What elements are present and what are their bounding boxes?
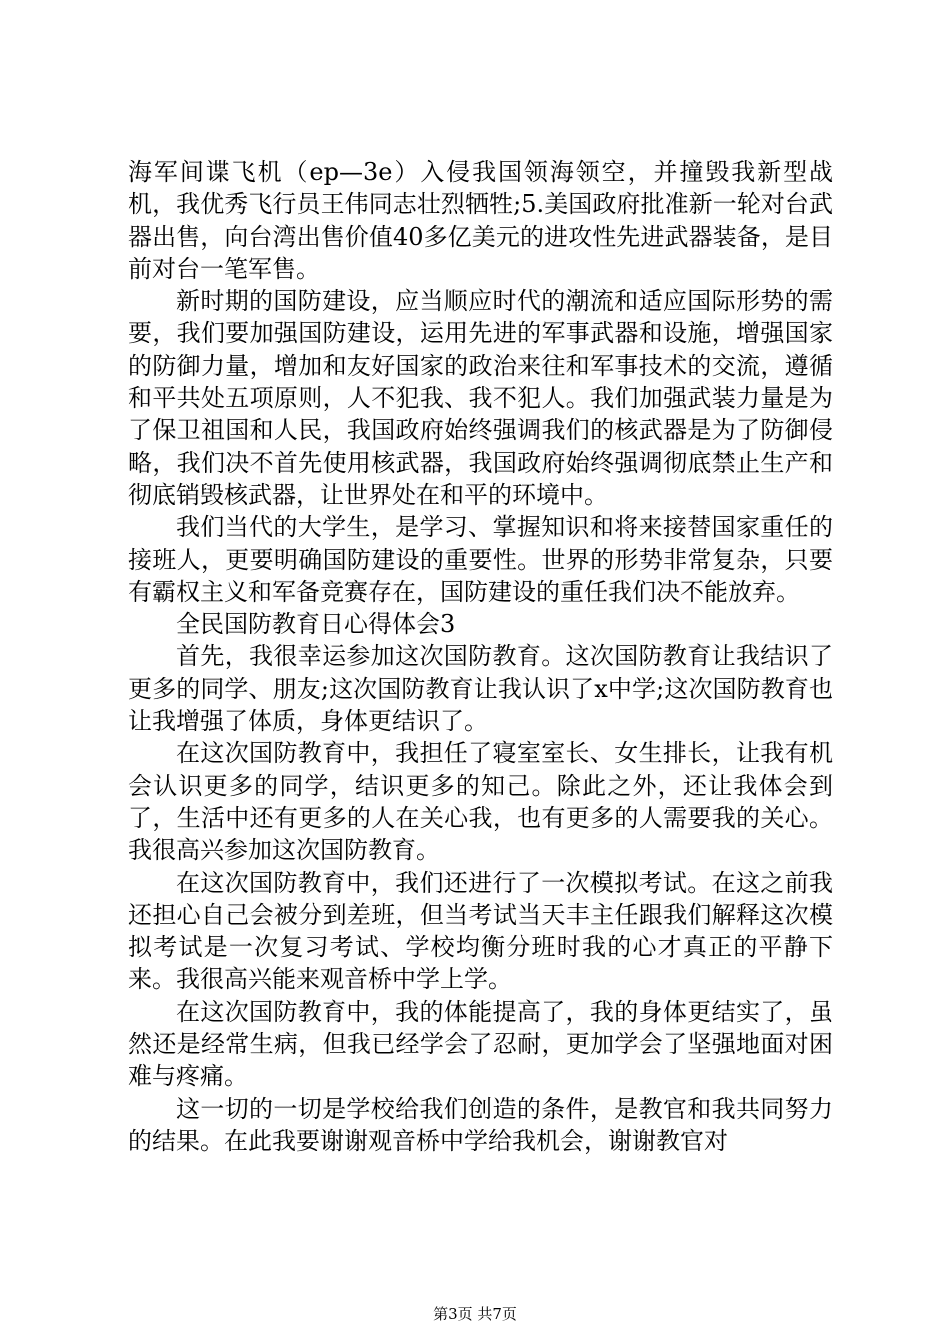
section-heading: 全民国防教育日心得体会3	[176, 610, 456, 639]
paragraph: 这一切的一切是学校给我们创造的条件，是教官和我共同努力的结果。在此我要谢谢观音桥中学给我机会，谢谢教官对	[128, 1094, 833, 1155]
paragraph: 在这次国防教育中，我们还进行了一次模拟考试。在这之前我还担心自己会被分到差班，但当考试当天丰主任跟我们解释这次模拟考试是一次复习考试、学校均衡分班时我的心才真正的平静下来。我很高兴能来观音桥中学上学。	[128, 868, 833, 994]
paragraph: 在这次国防教育中，我担任了寝室室长、女生排长，让我有机会认识更多的同学，结识更多的知己。除此之外，还让我体会到了，生活中还有更多的人在关心我，也有更多的人需要我的关心。我很高兴参加这次国防教育。	[128, 739, 833, 865]
paragraph: 我们当代的大学生，是学习、掌握知识和将来接替国家重任的接班人，更要明确国防建设的重要性。世界的形势非常复杂，只要有霸权主义和军备竞赛存在，国防建设的重任我们决不能放弃。	[128, 513, 833, 606]
page-footer: 第3页 共7页	[433, 1305, 517, 1323]
paragraph: 新时期的国防建设，应当顺应时代的潮流和适应国际形势的需要，我们要加强国防建设，运用先进的军事武器和设施，增强国家的防御力量，增加和友好国家的政治来往和军事技术的交流，遵循和平共处五项原则，人不犯我、我不犯人。我们加强武装力量是为了保卫祖国和人民，我国政府始终强调我们的核武器是为了防御侵略，我们决不首先使用核武器，我国政府始终强调彻底禁止生产和彻底销毁核武器，让世界处在和平的环境中。	[128, 287, 833, 509]
paragraph: 在这次国防教育中，我的体能提高了，我的身体更结实了，虽然还是经常生病，但我已经学会了忍耐，更加学会了坚强地面对困难与疼痛。	[128, 997, 833, 1091]
paragraph: 海军间谍飞机（ep—3e）入侵我国领海领空，并撞毁我新型战机，我优秀飞行员王伟同志壮烈牺牲;5.美国政府批准新一轮对台武器出售，向台湾出售价值40多亿美元的进攻性先进武器装备，是目前对台一笔军售。	[128, 158, 833, 283]
body-text	[128, 156, 833, 1157]
paragraph: 首先，我很幸运参加这次国防教育。这次国防教育让我结识了更多的同学、朋友;这次国防教育让我认识了x中学;这次国防教育也让我增强了体质，身体更结识了。	[128, 642, 833, 736]
